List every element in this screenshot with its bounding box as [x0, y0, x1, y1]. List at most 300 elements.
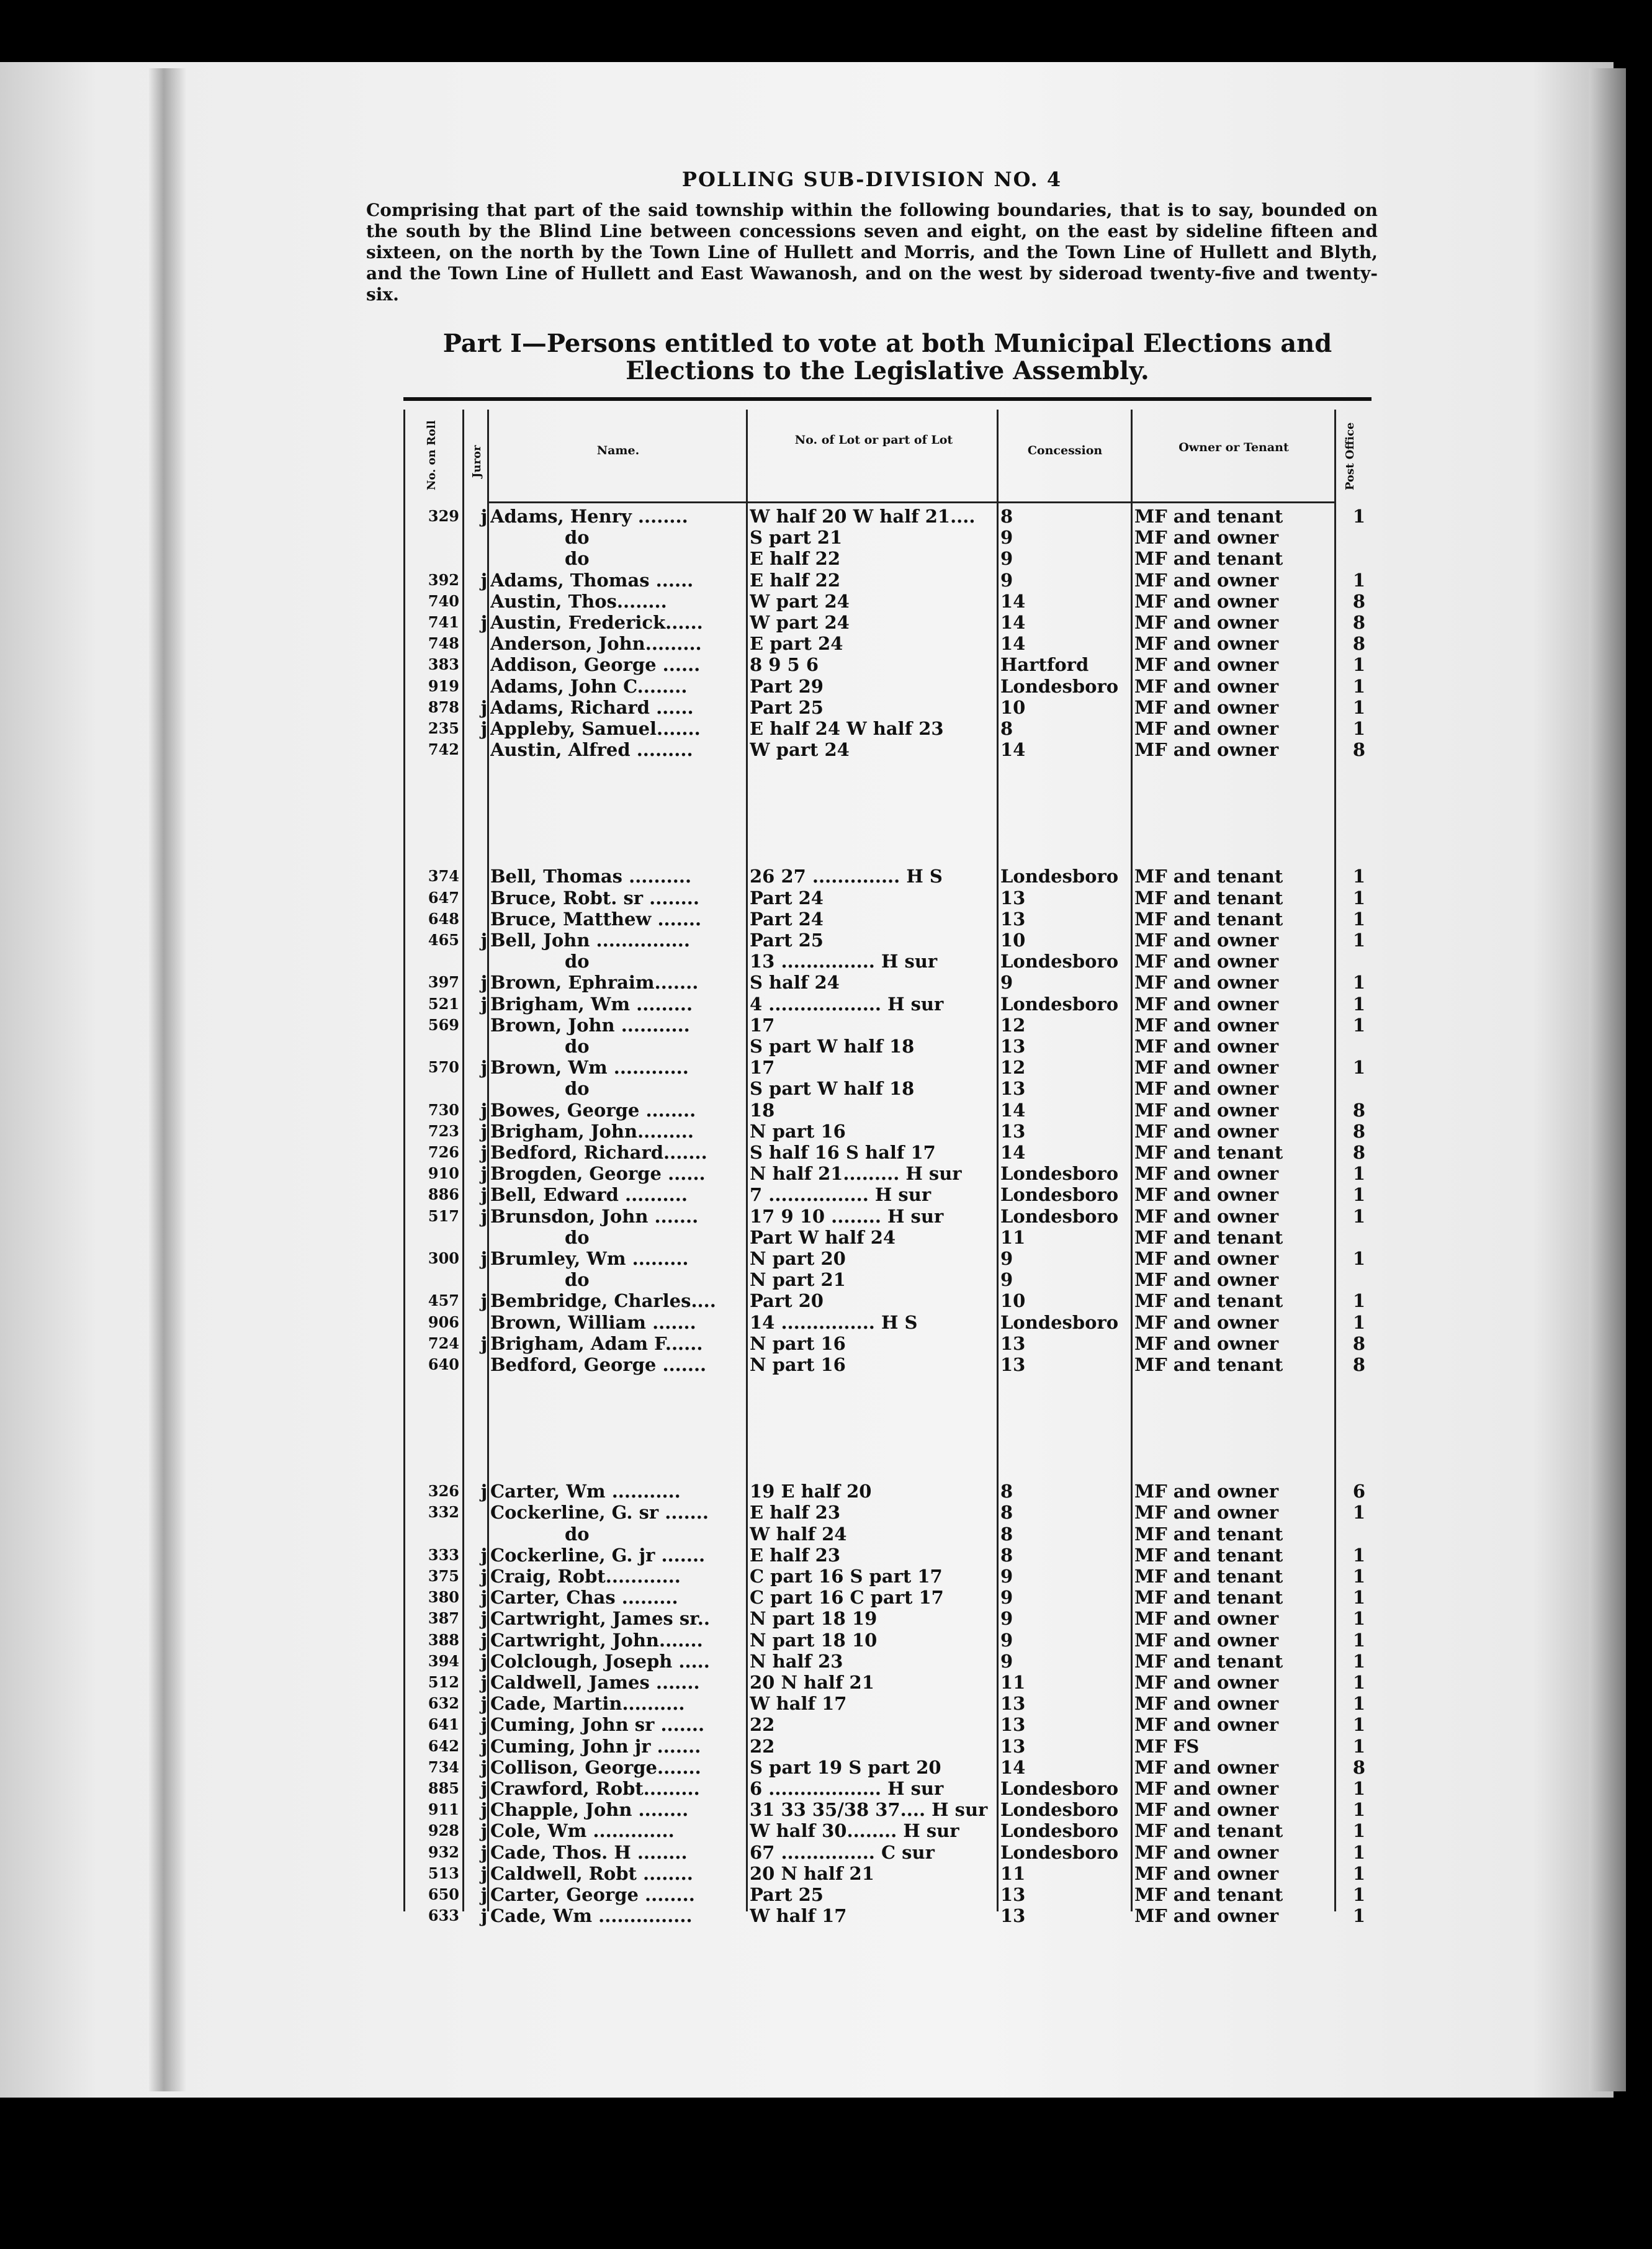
owner-or-tenant: MF and owner	[1134, 1184, 1279, 1206]
juror-mark: j	[480, 1099, 488, 1121]
concession: 14	[1000, 1142, 1026, 1163]
concession: 13	[1000, 908, 1026, 930]
table-row	[366, 1799, 1371, 1820]
post-office-code: 8	[1352, 1142, 1366, 1163]
post-office-code: 8	[1352, 1099, 1366, 1121]
table-row	[366, 1651, 1371, 1672]
table-row	[366, 1290, 1371, 1311]
owner-or-tenant: MF and tenant	[1134, 1587, 1283, 1609]
voter-name: Brunsdon, John .......	[490, 1205, 699, 1227]
voter-name: Carter, Chas .........	[490, 1587, 678, 1609]
voter-name: Cuming, John jr .......	[490, 1735, 701, 1757]
boundary-description: Comprising that part of the said township within the following boundaries, that is to say, bounded on the south by the Blind Line between concessions seven and eight, on the east by sideline fifteen and sixteen, on the north by the Town Line of Hullett and Morris, and the Town Line of Hullett and Blyth, and the Town Line of Hullett and East Wawanosh, and on the west by sideroad twenty-five and twenty-six.	[366, 200, 1378, 305]
juror-mark: j	[480, 1629, 488, 1651]
concession: 14	[1000, 1099, 1026, 1121]
concession: 13	[1000, 1120, 1026, 1142]
lot-description: 17	[750, 1057, 775, 1079]
post-office-code: 8	[1352, 1332, 1366, 1354]
concession: 14	[1000, 1756, 1026, 1778]
concession: Londesboro	[1000, 1184, 1119, 1206]
lot-description: C part 16 S part 17	[750, 1566, 943, 1587]
table-row	[366, 1036, 1371, 1057]
post-office-code: 1	[1352, 1163, 1366, 1185]
roll-number: 641	[428, 1715, 459, 1734]
owner-or-tenant: MF and owner	[1134, 590, 1279, 612]
post-office-code: 1	[1352, 506, 1366, 527]
table-row	[366, 1672, 1371, 1693]
roll-number: 633	[428, 1906, 459, 1925]
juror-mark: j	[480, 612, 488, 633]
voter-name: Bedford, Richard.......	[490, 1142, 707, 1163]
juror-mark: j	[480, 1778, 488, 1799]
post-office-code: 1	[1352, 1650, 1366, 1672]
lot-description: N part 16	[750, 1332, 846, 1354]
post-office-code: 8	[1352, 739, 1366, 761]
juror-mark: j	[480, 1799, 488, 1821]
voter-name: do	[565, 1226, 590, 1248]
owner-or-tenant: MF and tenant	[1134, 548, 1283, 570]
table-row	[366, 654, 1371, 675]
post-office-code: 1	[1352, 1057, 1366, 1079]
post-office-code: 1	[1352, 887, 1366, 909]
post-office-code: 1	[1352, 675, 1366, 697]
concession: 8	[1000, 1544, 1013, 1566]
voter-name: do	[565, 1078, 590, 1100]
concession: Londesboro	[1000, 993, 1119, 1015]
table-row	[366, 887, 1371, 909]
post-office-code: 1	[1352, 1884, 1366, 1905]
owner-or-tenant: MF and tenant	[1134, 1523, 1283, 1545]
voter-name: Brown, Ephraim.......	[490, 972, 699, 994]
lot-description: 22	[750, 1714, 775, 1736]
voter-name: Crawford, Robt.........	[490, 1778, 700, 1799]
lot-description: 4 .................. H sur	[750, 993, 944, 1015]
lot-description: Part 29	[750, 675, 824, 697]
voter-name: Cartwright, John.......	[490, 1629, 703, 1651]
roll-number: 388	[428, 1630, 459, 1649]
table-row	[366, 1502, 1371, 1523]
post-office-code: 1	[1352, 1566, 1366, 1587]
concession: Londesboro	[1000, 1311, 1119, 1333]
concession: 8	[1000, 1523, 1013, 1545]
juror-mark: j	[480, 1566, 488, 1587]
post-office-code: 1	[1352, 654, 1366, 676]
lot-description: 22	[750, 1735, 775, 1757]
lot-description: N half 23	[750, 1650, 843, 1672]
post-office-code: 1	[1352, 696, 1366, 718]
lot-description: E half 23	[750, 1502, 841, 1524]
table-row	[366, 1608, 1371, 1629]
post-office-code: 1	[1352, 1841, 1366, 1863]
table-row	[366, 506, 1371, 527]
lot-description: W part 24	[750, 739, 850, 761]
juror-mark: j	[480, 1905, 488, 1927]
table-row	[366, 1078, 1371, 1099]
table-row	[366, 1015, 1371, 1036]
juror-mark: j	[480, 1650, 488, 1672]
lot-description: Part 25	[750, 930, 824, 951]
concession: 9	[1000, 1269, 1013, 1291]
roll-number: 742	[428, 740, 459, 759]
post-office-code: 8	[1352, 612, 1366, 633]
roll-number: 329	[428, 507, 459, 525]
roll-number: 642	[428, 1736, 459, 1755]
voter-name: Cockerline, G. sr .......	[490, 1502, 709, 1524]
concession: Londesboro	[1000, 1205, 1119, 1227]
table-row	[366, 1736, 1371, 1757]
post-office-code: 1	[1352, 1799, 1366, 1821]
voter-name: Chapple, John ........	[490, 1799, 689, 1821]
owner-or-tenant: MF and owner	[1134, 718, 1279, 739]
lot-description: 7 ................ H sur	[750, 1184, 931, 1206]
lot-description: Part W half 24	[750, 1226, 896, 1248]
owner-or-tenant: MF and owner	[1134, 675, 1279, 697]
owner-or-tenant: MF and owner	[1134, 569, 1279, 591]
roll-number: 734	[428, 1757, 459, 1776]
concession: 9	[1000, 1566, 1013, 1587]
post-office-code: 1	[1352, 718, 1366, 739]
juror-mark: j	[480, 1205, 488, 1227]
voter-name: do	[565, 951, 590, 972]
owner-or-tenant: MF and tenant	[1134, 866, 1283, 887]
owner-or-tenant: MF and owner	[1134, 696, 1279, 718]
juror-mark: j	[480, 1248, 488, 1269]
lot-description: W half 17	[750, 1693, 847, 1715]
owner-or-tenant: MF and owner	[1134, 1205, 1279, 1227]
owner-or-tenant: MF and owner	[1134, 1905, 1279, 1927]
lot-description: W half 20 W half 21....	[750, 506, 976, 527]
lot-description: E half 24 W half 23	[750, 718, 944, 739]
concession: 12	[1000, 1014, 1026, 1036]
voter-name: Brogden, George ......	[490, 1163, 706, 1185]
voter-name: Caldwell, Robt ........	[490, 1862, 693, 1884]
owner-or-tenant: MF and owner	[1134, 1014, 1279, 1036]
juror-mark: j	[480, 1756, 488, 1778]
concession: Londesboro	[1000, 1799, 1119, 1821]
table-row	[366, 1714, 1371, 1735]
table-row	[366, 739, 1371, 760]
post-office-code: 6	[1352, 1481, 1366, 1502]
roll-number: 300	[428, 1249, 459, 1267]
lot-description: S part 21	[750, 527, 843, 549]
juror-mark: j	[480, 1184, 488, 1206]
lot-description: S part W half 18	[750, 1036, 915, 1057]
table-row	[366, 1778, 1371, 1799]
roll-number: 387	[428, 1609, 459, 1628]
owner-or-tenant: MF and tenant	[1134, 506, 1283, 527]
concession: 13	[1000, 1332, 1026, 1354]
header-concession: Concession	[1027, 444, 1103, 457]
roll-number: 397	[428, 973, 459, 992]
owner-or-tenant: MF and owner	[1134, 1163, 1279, 1185]
table-row	[366, 1842, 1371, 1863]
post-office-code: 1	[1352, 1820, 1366, 1842]
roll-number: 326	[428, 1482, 459, 1501]
voter-name: Adams, Henry ........	[490, 506, 688, 527]
concession: Londesboro	[1000, 675, 1119, 697]
juror-mark: j	[480, 993, 488, 1015]
table-row	[366, 570, 1371, 591]
voter-name: Bedford, George .......	[490, 1354, 707, 1375]
roll-number: 521	[428, 994, 459, 1013]
table-row	[366, 1566, 1371, 1587]
table-row	[366, 1184, 1371, 1205]
owner-or-tenant: MF and owner	[1134, 930, 1279, 951]
voter-name: Austin, Frederick......	[490, 612, 703, 633]
voter-name: Bowes, George ........	[490, 1099, 696, 1121]
owner-or-tenant: MF and tenant	[1134, 1566, 1283, 1587]
roll-number: 392	[428, 570, 459, 589]
voter-name: Appleby, Samuel.......	[490, 718, 701, 739]
table-row	[366, 548, 1371, 569]
owner-or-tenant: MF and owner	[1134, 1841, 1279, 1863]
voter-name: Brumley, Wm .........	[490, 1248, 689, 1269]
lot-description: 13 ............... H sur	[750, 951, 938, 972]
lot-description: 14 ............... H S	[750, 1311, 918, 1333]
roll-number: 919	[428, 676, 459, 695]
header-juror: Juror	[470, 445, 483, 478]
voter-name: Bruce, Robt. sr ........	[490, 887, 699, 909]
roll-number: 457	[428, 1291, 459, 1310]
juror-mark: j	[480, 1714, 488, 1736]
voter-name: Addison, George ......	[490, 654, 701, 676]
lot-description: S part W half 18	[750, 1078, 915, 1100]
owner-or-tenant: MF and owner	[1134, 993, 1279, 1015]
post-office-code: 1	[1352, 1693, 1366, 1715]
lot-description: N part 21	[750, 1269, 846, 1291]
post-office-code: 1	[1352, 1608, 1366, 1630]
post-office-code: 1	[1352, 1905, 1366, 1927]
concession: 9	[1000, 1629, 1013, 1651]
table-row	[366, 676, 1371, 697]
roll-number: 726	[428, 1143, 459, 1161]
concession: 9	[1000, 972, 1013, 994]
concession: 11	[1000, 1226, 1026, 1248]
roll-number: 740	[428, 591, 459, 610]
post-office-code: 8	[1352, 590, 1366, 612]
juror-mark: j	[480, 1163, 488, 1185]
lot-description: 8 9 5 6	[750, 654, 819, 676]
voters-list-table	[366, 397, 1371, 1927]
lot-description: 67 ............... C sur	[750, 1841, 935, 1863]
voter-name: Austin, Alfred .........	[490, 739, 693, 761]
owner-or-tenant: MF and owner	[1134, 1248, 1279, 1269]
roll-number: 886	[428, 1185, 459, 1204]
concession: 11	[1000, 1672, 1026, 1693]
voter-name: Carter, George ........	[490, 1884, 695, 1905]
concession: 13	[1000, 887, 1026, 909]
owner-or-tenant: MF and tenant	[1134, 1820, 1283, 1842]
owner-or-tenant: MF and owner	[1134, 654, 1279, 676]
roll-number: 383	[428, 655, 459, 674]
table-row	[366, 1163, 1371, 1184]
table-row	[366, 1693, 1371, 1714]
post-office-code: 1	[1352, 1735, 1366, 1757]
owner-or-tenant: MF and owner	[1134, 1057, 1279, 1079]
roll-number: 465	[428, 931, 459, 949]
table-row	[366, 1057, 1371, 1078]
voter-name: do	[565, 1269, 590, 1291]
owner-or-tenant: MF and owner	[1134, 1099, 1279, 1121]
owner-or-tenant: MF and owner	[1134, 1332, 1279, 1354]
owner-or-tenant: MF and owner	[1134, 1629, 1279, 1651]
voter-name: Brown, William .......	[490, 1311, 696, 1333]
owner-or-tenant: MF and owner	[1134, 1778, 1279, 1799]
voter-name: Brigham, Adam F......	[490, 1332, 703, 1354]
post-office-code: 1	[1352, 972, 1366, 994]
owner-or-tenant: MF and owner	[1134, 1120, 1279, 1142]
juror-mark: j	[480, 1481, 488, 1502]
owner-or-tenant: MF and tenant	[1134, 887, 1283, 909]
post-office-code: 1	[1352, 1290, 1366, 1312]
owner-or-tenant: MF and owner	[1134, 951, 1279, 972]
roll-number: 748	[428, 634, 459, 653]
lot-description: Part 25	[750, 696, 824, 718]
table-row	[366, 909, 1371, 930]
owner-or-tenant: MF and owner	[1134, 1502, 1279, 1524]
juror-mark: j	[480, 1820, 488, 1842]
table-row	[366, 1333, 1371, 1354]
table-row	[366, 1248, 1371, 1269]
post-office-code: 1	[1352, 1544, 1366, 1566]
owner-or-tenant: MF and owner	[1134, 1799, 1279, 1821]
post-office-code: 8	[1352, 1120, 1366, 1142]
concession: 14	[1000, 612, 1026, 633]
roll-number: 723	[428, 1121, 459, 1140]
lot-description: W half 24	[750, 1523, 847, 1545]
juror-mark: j	[480, 1057, 488, 1079]
roll-number: 648	[428, 909, 459, 928]
concession: Londesboro	[1000, 1841, 1119, 1863]
owner-or-tenant: MF and owner	[1134, 1714, 1279, 1736]
lot-description: N part 18 19	[750, 1608, 878, 1630]
juror-mark: j	[480, 1862, 488, 1884]
post-office-code: 1	[1352, 1862, 1366, 1884]
voter-name: Brown, Wm ............	[490, 1057, 689, 1079]
juror-mark: j	[480, 506, 488, 527]
juror-mark: j	[480, 569, 488, 591]
concession: 13	[1000, 1354, 1026, 1375]
voter-name: Bell, John ...............	[490, 930, 690, 951]
post-office-code: 8	[1352, 633, 1366, 655]
concession: 13	[1000, 1905, 1026, 1927]
header-lot: No. of Lot or part of Lot	[794, 433, 953, 447]
owner-or-tenant: MF and owner	[1134, 1036, 1279, 1057]
post-office-code: 8	[1352, 1354, 1366, 1375]
voter-name: Cockerline, G. jr .......	[490, 1544, 706, 1566]
concession: 8	[1000, 1502, 1013, 1524]
header-owner-or-tenant: Owner or Tenant	[1178, 441, 1289, 454]
owner-or-tenant: MF and tenant	[1134, 1354, 1283, 1375]
voter-name: do	[565, 527, 590, 549]
juror-mark: j	[480, 696, 488, 718]
juror-mark: j	[480, 1290, 488, 1312]
concession: Londesboro	[1000, 1163, 1119, 1185]
concession: 9	[1000, 1248, 1013, 1269]
lot-description: 20 N half 21	[750, 1672, 874, 1693]
roll-number: 235	[428, 719, 459, 737]
concession: 14	[1000, 739, 1026, 761]
lot-description: E half 22	[750, 548, 841, 570]
concession: 9	[1000, 527, 1013, 549]
table-row	[366, 1100, 1371, 1121]
post-office-code: 1	[1352, 1672, 1366, 1693]
voter-name: Anderson, John.........	[490, 633, 702, 655]
owner-or-tenant: MF and owner	[1134, 1078, 1279, 1100]
voter-name: Cuming, John sr .......	[490, 1714, 705, 1736]
owner-or-tenant: MF and tenant	[1134, 1884, 1283, 1905]
lot-description: 18	[750, 1099, 775, 1121]
juror-mark: j	[480, 972, 488, 994]
voter-name: Colclough, Joseph .....	[490, 1650, 710, 1672]
table-row	[366, 1863, 1371, 1884]
lot-description: 31 33 35/38 37.... H sur	[750, 1799, 988, 1821]
concession: 10	[1000, 696, 1026, 718]
document-header	[366, 168, 1378, 305]
concession: 13	[1000, 1693, 1026, 1715]
lot-description: E half 23	[750, 1544, 841, 1566]
owner-or-tenant: MF and owner	[1134, 1693, 1279, 1715]
voter-name: Cartwright, James sr..	[490, 1608, 710, 1630]
voter-name: Bell, Thomas ..........	[490, 866, 692, 887]
post-office-code: 1	[1352, 1714, 1366, 1736]
owner-or-tenant: MF and owner	[1134, 1756, 1279, 1778]
juror-mark: j	[480, 1587, 488, 1609]
roll-number: 332	[428, 1503, 459, 1522]
lot-description: 19 E half 20	[750, 1481, 872, 1502]
table-row	[366, 1884, 1371, 1905]
lot-description: 17	[750, 1014, 775, 1036]
table-row	[366, 930, 1371, 951]
concession: 8	[1000, 506, 1013, 527]
table-row	[366, 1354, 1371, 1375]
voter-name: Cade, Martin..........	[490, 1693, 685, 1715]
concession: 13	[1000, 1036, 1026, 1057]
owner-or-tenant: MF and owner	[1134, 1481, 1279, 1502]
owner-or-tenant: MF and tenant	[1134, 1544, 1283, 1566]
table-row	[366, 1206, 1371, 1227]
post-office-code: 1	[1352, 908, 1366, 930]
post-office-code: 1	[1352, 1311, 1366, 1333]
juror-mark: j	[480, 1884, 488, 1905]
roll-number: 374	[428, 867, 459, 886]
table-row	[366, 866, 1371, 887]
roll-number: 885	[428, 1779, 459, 1797]
header-name: Name.	[596, 444, 640, 457]
table-row	[366, 951, 1371, 972]
lot-description: N part 16	[750, 1120, 846, 1142]
post-office-code: 1	[1352, 1629, 1366, 1651]
table-row	[366, 527, 1371, 548]
part-title: Part I—Persons entitled to vote at both Municipal Elections and Elections to the Legislative Assembly.	[442, 329, 1332, 385]
post-office-code: 8	[1352, 1756, 1366, 1778]
juror-mark: j	[480, 1608, 488, 1630]
post-office-code: 1	[1352, 1205, 1366, 1227]
table-row	[366, 718, 1371, 739]
roll-number: 647	[428, 888, 459, 907]
lot-description: N part 18 10	[750, 1629, 878, 1651]
table-row	[366, 1545, 1371, 1566]
roll-number: 906	[428, 1313, 459, 1331]
table-row	[366, 1481, 1371, 1502]
table-row	[366, 1587, 1371, 1608]
page-right-edge	[1589, 68, 1626, 2091]
roll-number: 640	[428, 1355, 459, 1373]
header-no-on-roll: No. on Roll	[425, 420, 438, 490]
voter-name: do	[565, 1523, 590, 1545]
roll-number: 512	[428, 1673, 459, 1691]
roll-number: 517	[428, 1206, 459, 1225]
